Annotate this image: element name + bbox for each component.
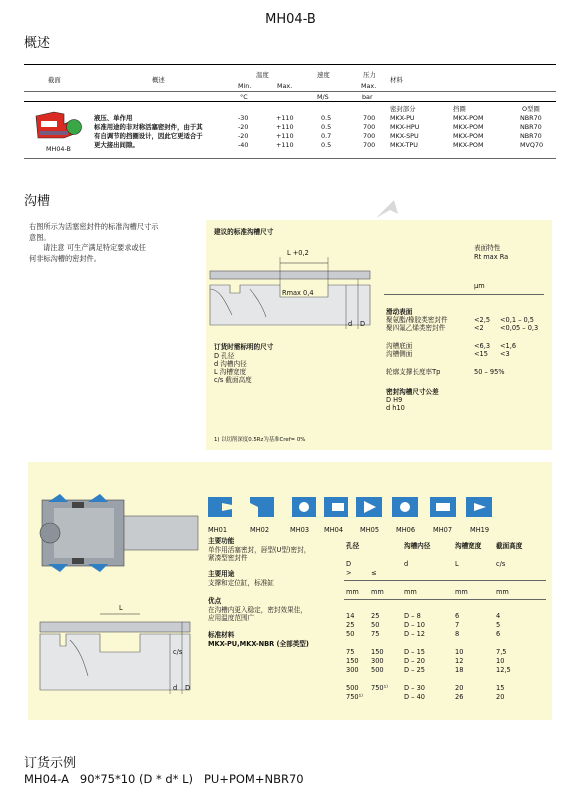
table-cell: D – 8 (404, 612, 421, 620)
groove-box-title: 建议的标准沟槽尺寸 (214, 228, 274, 236)
table-cell: 50 (371, 621, 380, 629)
tol-item: D H9 (386, 396, 403, 404)
profile-label: MH03 (290, 526, 310, 534)
table-cell: D – 12 (404, 630, 425, 638)
groove-heading: 沟槽 (24, 194, 51, 209)
tp-value: 50 – 95% (474, 368, 505, 376)
table-cell: 500 (346, 684, 359, 692)
groove-v1: <6,3 (474, 342, 491, 350)
surface-unit: μm (474, 282, 485, 290)
table-cell: 4 (496, 612, 501, 620)
tol-head: 密封沟槽尺寸公差 (386, 388, 439, 396)
table-cell: 750¹⁾ (346, 693, 363, 701)
col-min: Min. (238, 82, 252, 90)
table-cell: 75 (371, 630, 380, 638)
table-cell: 20 (496, 693, 505, 701)
table-row (346, 666, 546, 675)
func-head: 主要功能 (208, 537, 235, 545)
table-cell: 500 (371, 666, 384, 674)
table-cell: D – 20 (404, 657, 425, 665)
unit: mm (404, 588, 417, 596)
tol-item: d h10 (386, 404, 405, 412)
table-row (346, 612, 546, 621)
profile-label: MH06 (396, 526, 416, 534)
order-example: MH04-A 90*75*10 (D * d* L) PU+POM+NBR70 (24, 772, 304, 786)
order-dim-item: c/s 截面高度 (214, 376, 252, 384)
table-cell: 26 (455, 693, 464, 701)
profile-label: MH04 (324, 526, 344, 534)
table-cell: D – 10 (404, 621, 425, 629)
table-cell: 12 (455, 657, 464, 665)
order-heading: 订货示例 (24, 756, 77, 771)
groove-v1: <15 (474, 350, 488, 358)
mat-head-seal: 密封部分 (390, 105, 416, 113)
table-cell: D – 15 (404, 648, 425, 656)
dim-D: D (360, 320, 366, 328)
col-desc: 概述 (152, 76, 165, 84)
slide-label: 聚氨酯/橡胶类密封件 (386, 316, 448, 324)
desc-line: 标准用途的非对称活塞密封件，由于其 (94, 123, 203, 131)
table-row: -20 +110 0.7 700 MKX-SPU MKX-POM NBR70 (238, 132, 542, 140)
order-dim-item: d 沟槽内径 (214, 360, 247, 368)
table-row (346, 621, 546, 630)
section-label: MH04-B (46, 145, 71, 153)
table-row (346, 657, 546, 666)
col-pmax: Max. (361, 82, 377, 90)
col-sym: D (346, 560, 352, 568)
table-cell: 14 (346, 612, 355, 620)
unit: mm (455, 588, 468, 596)
groove-label: 沟槽底面 (386, 342, 413, 350)
profile-label: MH07 (433, 526, 453, 534)
page-title: MH04-B (265, 12, 316, 27)
table-top-rule (24, 64, 556, 65)
mat-head: 标准材料 (208, 631, 235, 639)
use-line: 支撑和定位缸，标准缸 (208, 579, 274, 587)
col-temp: 温度 (256, 71, 269, 79)
slide-v1: <2,5 (474, 316, 491, 324)
table-cell: 18 (455, 666, 464, 674)
drawing-cs: c/s (173, 648, 183, 656)
mat-head-oring: O型圈 (522, 105, 540, 113)
table-cell: 300 (371, 657, 384, 665)
dim-d: d (348, 320, 353, 328)
slide-v2: <0,1 – 0,5 (500, 316, 534, 324)
table-cell: 25 (346, 621, 355, 629)
speed-unit: M/S (317, 93, 329, 101)
intro-line: 意图。 (29, 232, 51, 242)
col-head: 截面高度 (496, 542, 523, 550)
dim-r: Rmax 0,4 (282, 289, 314, 297)
slide-v2: <0,05 – 0,3 (500, 324, 539, 332)
slide-label: 聚四氟乙烯类密封件 (386, 324, 446, 332)
col-max: Max. (277, 82, 293, 90)
func-line: 紧凑型密封件 (208, 554, 248, 562)
unit: mm (371, 588, 384, 596)
seal-section-icon (34, 110, 88, 142)
unit: mm (346, 588, 359, 596)
table-cell: 150 (346, 657, 359, 665)
table-cell: 15 (496, 684, 505, 692)
table-cell: 75 (346, 648, 355, 656)
col-section: 截面 (48, 76, 61, 84)
surface-params: Rt max Ra (474, 253, 509, 261)
footnote: 1) 以切削深度0.5Rz为基准Cref= 0% (214, 437, 306, 443)
col-head: 孔径 (346, 542, 360, 550)
intro-line: 请注意 可生产满足特定要求或任 (43, 243, 146, 252)
adv-line: 在沟槽内更入稳定，密封效果佳， (208, 606, 307, 614)
table-cell: 150 (371, 648, 384, 656)
table-cell: 750¹⁾ (371, 684, 388, 692)
profile-label: MH02 (250, 526, 270, 534)
adv-line: 应用温度范围广 (208, 614, 255, 622)
overview-heading: 概述 (24, 36, 51, 51)
table-row: -30 +110 0.5 700 MKX-PU MKX-POM NBR70 (238, 114, 542, 122)
table-row (346, 684, 546, 693)
unit: mm (496, 588, 509, 596)
table-cell: 10 (455, 648, 464, 656)
use-head: 主要用途 (208, 570, 235, 578)
desc-line: 液压、单作用 (94, 114, 133, 122)
table-row (346, 630, 546, 639)
order-dim-item: D 孔径 (214, 352, 235, 360)
temp-unit: °C (240, 93, 248, 101)
dim-L: L +0,2 (287, 249, 309, 257)
col-sym: d (404, 560, 409, 568)
col-pressure: 压力 (363, 71, 376, 79)
order-dim-item: L 沟槽宽度 (214, 368, 247, 376)
mat-line: MKX-PU,MKX-NBR (全部类型) (208, 640, 309, 648)
drawing-D: D (185, 684, 191, 692)
table-cell: D – 30 (404, 684, 425, 692)
profile-icons (206, 493, 496, 523)
desc-line: 更大接出间隙。 (94, 141, 139, 149)
col-sub: ≤ (371, 569, 377, 577)
table-cell: 10 (496, 657, 505, 665)
groove-v2: <3 (500, 350, 510, 358)
profile-label: MH01 (208, 526, 228, 534)
pressure-unit: bar (362, 93, 373, 101)
col-speed: 速度 (317, 71, 330, 79)
order-dims-head: 订货时需标明的尺寸 (214, 343, 274, 351)
table-row: -20 +110 0.5 700 MKX-HPU MKX-POM NBR70 (238, 123, 542, 131)
table-cell: D – 25 (404, 666, 425, 674)
table-cell: 7,5 (496, 648, 507, 656)
func-line: 单作用活塞密封，唇型(U型)密封， (208, 546, 311, 554)
desc-line: 有自调节的挡圈设计，因此它更适合于 (94, 132, 203, 140)
drawing-d: d (173, 684, 178, 692)
table-cell: D – 40 (404, 693, 425, 701)
col-sub: > (346, 569, 352, 577)
groove-v2: <1,6 (500, 342, 517, 350)
cylinder-drawing (28, 488, 198, 578)
table-cell: 6 (496, 630, 501, 638)
table-cell: 5 (496, 621, 501, 629)
col-material: 材料 (390, 76, 403, 84)
table-row (346, 693, 546, 702)
intro-line: 右图所示为活塞密封件的标准沟槽尺寸示 (29, 222, 159, 231)
slide-v1: <2 (474, 324, 484, 332)
table-cell: 6 (455, 612, 460, 620)
col-head: 沟槽宽度 (455, 542, 482, 550)
adv-head: 优点 (208, 597, 222, 605)
col-sym: c/s (496, 560, 506, 568)
mat-head-ring: 挡圈 (453, 105, 466, 113)
table-cell: 12,5 (496, 666, 511, 674)
table-cell: 8 (455, 630, 460, 638)
col-head: 沟槽内径 (404, 542, 431, 550)
slide-head: 滑动表面 (386, 308, 413, 316)
table-cell: 25 (371, 612, 380, 620)
table-cell: 20 (455, 684, 464, 692)
drawing-L: L (119, 604, 123, 612)
table-row (346, 648, 546, 657)
tp-label: 轮廓支撑长度率Tp (386, 368, 441, 376)
table-cell: 7 (455, 621, 460, 629)
table-cell: 50 (346, 630, 355, 638)
col-sym: L (455, 560, 459, 568)
surface-head: 表面特性 (474, 244, 501, 252)
table-cell: 300 (346, 666, 359, 674)
intro-line: 何非标沟槽的密封件。 (29, 253, 101, 263)
table-row: -40 +110 0.5 700 MKX-TPU MKX-POM MVQ70 (238, 141, 544, 149)
profile-label: MH05 (360, 526, 380, 534)
groove-label: 沟槽侧面 (386, 350, 413, 358)
profile-label: MH19 (470, 526, 490, 534)
